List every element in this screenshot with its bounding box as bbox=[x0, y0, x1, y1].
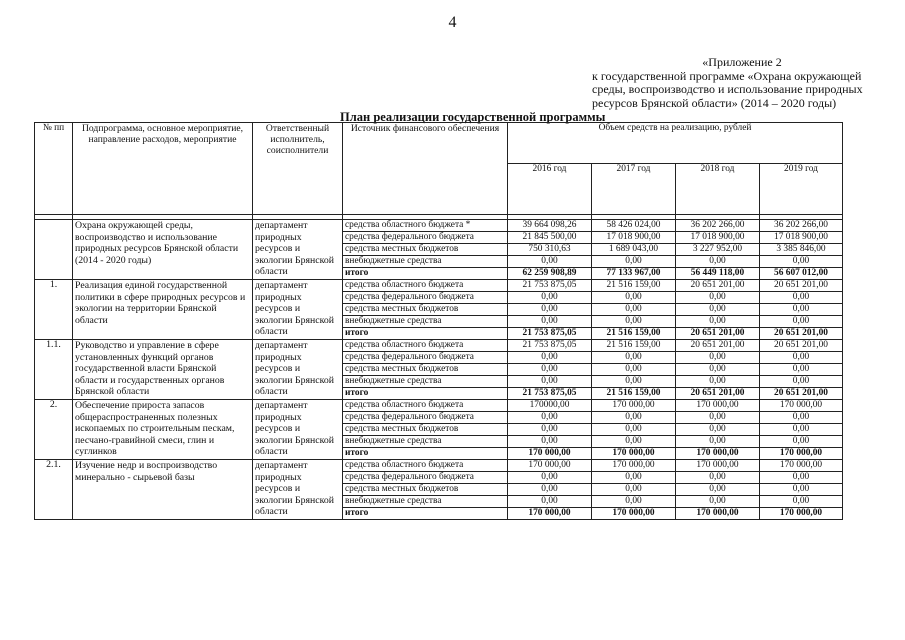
amount-2019: 36 202 266,00 bbox=[760, 220, 843, 232]
amount-2018: 56 449 118,00 bbox=[676, 268, 760, 280]
amount-2016: 750 310,63 bbox=[508, 244, 592, 256]
amount-2017: 0,00 bbox=[592, 412, 676, 424]
amount-2018: 0,00 bbox=[676, 472, 760, 484]
header-num: № пп bbox=[35, 123, 73, 215]
amount-2019: 0,00 bbox=[760, 496, 843, 508]
amount-2018: 170 000,00 bbox=[676, 508, 760, 520]
responsible-executor: департамент природных ресурсов и экологии Брянской области bbox=[253, 220, 343, 280]
amount-2017: 0,00 bbox=[592, 436, 676, 448]
amount-2019: 20 651 201,00 bbox=[760, 280, 843, 292]
amount-2016: 0,00 bbox=[508, 316, 592, 328]
funding-source: средства местных бюджетов bbox=[343, 424, 508, 436]
amount-2017: 21 516 159,00 bbox=[592, 388, 676, 400]
amount-2016: 21 753 875,05 bbox=[508, 340, 592, 352]
amount-2017: 17 018 900,00 bbox=[592, 232, 676, 244]
funding-source: итого bbox=[343, 328, 508, 340]
header-row bbox=[35, 123, 843, 164]
amount-2018: 170 000,00 bbox=[676, 448, 760, 460]
funding-source: средства областного бюджета bbox=[343, 280, 508, 292]
amount-2017: 0,00 bbox=[592, 424, 676, 436]
appendix-header bbox=[592, 56, 892, 110]
amount-2016: 21 753 875,05 bbox=[508, 388, 592, 400]
amount-2016: 0,00 bbox=[508, 496, 592, 508]
header-volume: Объем средств на реализацию, рублей bbox=[508, 123, 843, 164]
page-number: 4 bbox=[448, 14, 457, 31]
funding-source: внебюджетные средства bbox=[343, 256, 508, 268]
amount-2017: 21 516 159,00 bbox=[592, 340, 676, 352]
amount-2019: 0,00 bbox=[760, 484, 843, 496]
amount-2019: 170 000,00 bbox=[760, 400, 843, 412]
activity-name: Обеспечение прироста запасов общераспространенных полезных ископаемых по строительным пескам, песчано-гравийной смеси, глин и суглинков bbox=[73, 400, 253, 460]
funding-source: средства федерального бюджета bbox=[343, 292, 508, 304]
activity-name: Изучение недр и воспроизводство минерально - сырьевой базы bbox=[73, 460, 253, 520]
amount-2016: 0,00 bbox=[508, 484, 592, 496]
amount-2018: 170 000,00 bbox=[676, 400, 760, 412]
amount-2019: 17 018 900,00 bbox=[760, 232, 843, 244]
amount-2016: 0,00 bbox=[508, 304, 592, 316]
amount-2017: 1 689 043,00 bbox=[592, 244, 676, 256]
amount-2016: 21 753 875,05 bbox=[508, 328, 592, 340]
row-number: 1. bbox=[35, 280, 73, 340]
funding-source: средства областного бюджета bbox=[343, 460, 508, 472]
amount-2018: 0,00 bbox=[676, 316, 760, 328]
amount-2018: 20 651 201,00 bbox=[676, 340, 760, 352]
amount-2017: 170 000,00 bbox=[592, 400, 676, 412]
amount-2019: 170 000,00 bbox=[760, 448, 843, 460]
amount-2017: 0,00 bbox=[592, 256, 676, 268]
table-row bbox=[35, 400, 843, 412]
amount-2019: 0,00 bbox=[760, 472, 843, 484]
amount-2017: 0,00 bbox=[592, 364, 676, 376]
amount-2018: 20 651 201,00 bbox=[676, 280, 760, 292]
amount-2016: 0,00 bbox=[508, 292, 592, 304]
header-subprogram: Подпрограмма, основное мероприятие, направление расходов, мероприятие bbox=[73, 123, 253, 215]
amount-2018: 0,00 bbox=[676, 352, 760, 364]
amount-2016: 170000,00 bbox=[508, 400, 592, 412]
row-number: 2.1. bbox=[35, 460, 73, 520]
header-responsible: Ответственный исполнитель, соисполнители bbox=[253, 123, 343, 215]
header-source: Источник финансового обеспечения bbox=[343, 123, 508, 215]
amount-2018: 0,00 bbox=[676, 304, 760, 316]
amount-2019: 0,00 bbox=[760, 424, 843, 436]
amount-2019: 0,00 bbox=[760, 364, 843, 376]
funding-source: внебюджетные средства bbox=[343, 376, 508, 388]
funding-source: итого bbox=[343, 508, 508, 520]
funding-source: средства областного бюджета * bbox=[343, 220, 508, 232]
funding-source: средства местных бюджетов bbox=[343, 244, 508, 256]
funding-source: средства федерального бюджета bbox=[343, 232, 508, 244]
table-row bbox=[35, 340, 843, 352]
amount-2017: 0,00 bbox=[592, 304, 676, 316]
amount-2016: 21 845 500,00 bbox=[508, 232, 592, 244]
funding-source: итого bbox=[343, 268, 508, 280]
amount-2017: 58 426 024,00 bbox=[592, 220, 676, 232]
responsible-executor: департамент природных ресурсов и экологии Брянской области bbox=[253, 400, 343, 460]
amount-2017: 0,00 bbox=[592, 292, 676, 304]
funding-source: средства федерального бюджета bbox=[343, 352, 508, 364]
header-year-2018: 2018 год bbox=[676, 164, 760, 215]
amount-2019: 0,00 bbox=[760, 352, 843, 364]
amount-2016: 0,00 bbox=[508, 352, 592, 364]
activity-name: Реализация единой государственной политики в сфере природных ресурсов и экологии на территории Брянской области bbox=[73, 280, 253, 340]
amount-2017: 0,00 bbox=[592, 484, 676, 496]
amount-2018: 170 000,00 bbox=[676, 460, 760, 472]
table-row bbox=[35, 280, 843, 292]
amount-2016: 21 753 875,05 bbox=[508, 280, 592, 292]
amount-2017: 170 000,00 bbox=[592, 460, 676, 472]
amount-2016: 170 000,00 bbox=[508, 448, 592, 460]
amount-2019: 20 651 201,00 bbox=[760, 328, 843, 340]
document-title: План реализации государственной программы bbox=[340, 110, 606, 124]
amount-2017: 0,00 bbox=[592, 496, 676, 508]
amount-2018: 0,00 bbox=[676, 496, 760, 508]
amount-2018: 0,00 bbox=[676, 436, 760, 448]
amount-2018: 0,00 bbox=[676, 376, 760, 388]
funding-source: средства местных бюджетов bbox=[343, 364, 508, 376]
table-row bbox=[35, 220, 843, 232]
amount-2017: 0,00 bbox=[592, 376, 676, 388]
amount-2017: 77 133 967,00 bbox=[592, 268, 676, 280]
responsible-executor: департамент природных ресурсов и экологии Брянской области bbox=[253, 340, 343, 400]
funding-source: средства областного бюджета bbox=[343, 400, 508, 412]
amount-2018: 20 651 201,00 bbox=[676, 328, 760, 340]
appendix-line-4: ресурсов Брянской области» (2014 – 2020 годы) bbox=[592, 95, 837, 110]
funding-source: внебюджетные средства bbox=[343, 496, 508, 508]
amount-2016: 0,00 bbox=[508, 424, 592, 436]
amount-2018: 17 018 900,00 bbox=[676, 232, 760, 244]
row-number: 2. bbox=[35, 400, 73, 460]
amount-2018: 3 227 952,00 bbox=[676, 244, 760, 256]
amount-2019: 20 651 201,00 bbox=[760, 340, 843, 352]
activity-name: Охрана окружающей среды, воспроизводство и использование природных ресурсов Брянской области (2014 - 2020 годы) bbox=[73, 220, 253, 280]
amount-2019: 56 607 012,00 bbox=[760, 268, 843, 280]
amount-2018: 0,00 bbox=[676, 364, 760, 376]
funding-source: средства федерального бюджета bbox=[343, 412, 508, 424]
amount-2019: 20 651 201,00 bbox=[760, 388, 843, 400]
amount-2016: 0,00 bbox=[508, 376, 592, 388]
amount-2019: 0,00 bbox=[760, 316, 843, 328]
funding-source: итого bbox=[343, 448, 508, 460]
header-year-2016: 2016 год bbox=[508, 164, 592, 215]
amount-2017: 170 000,00 bbox=[592, 508, 676, 520]
amount-2017: 0,00 bbox=[592, 472, 676, 484]
plan-table bbox=[34, 122, 843, 520]
appendix-line-1: «Приложение 2 bbox=[702, 55, 782, 69]
amount-2018: 0,00 bbox=[676, 412, 760, 424]
amount-2016: 0,00 bbox=[508, 364, 592, 376]
amount-2016: 0,00 bbox=[508, 256, 592, 268]
amount-2016: 0,00 bbox=[508, 412, 592, 424]
table-row bbox=[35, 460, 843, 472]
funding-source: итого bbox=[343, 388, 508, 400]
amount-2016: 62 259 908,89 bbox=[508, 268, 592, 280]
amount-2018: 0,00 bbox=[676, 256, 760, 268]
header-year-2017: 2017 год bbox=[592, 164, 676, 215]
row-number bbox=[35, 220, 73, 280]
header-year-2019: 2019 год bbox=[760, 164, 843, 215]
amount-2016: 170 000,00 bbox=[508, 460, 592, 472]
amount-2018: 0,00 bbox=[676, 292, 760, 304]
amount-2019: 3 385 846,00 bbox=[760, 244, 843, 256]
amount-2017: 21 516 159,00 bbox=[592, 328, 676, 340]
amount-2017: 0,00 bbox=[592, 316, 676, 328]
amount-2017: 0,00 bbox=[592, 352, 676, 364]
amount-2016: 170 000,00 bbox=[508, 508, 592, 520]
amount-2017: 21 516 159,00 bbox=[592, 280, 676, 292]
funding-source: внебюджетные средства bbox=[343, 316, 508, 328]
amount-2017: 170 000,00 bbox=[592, 448, 676, 460]
amount-2019: 170 000,00 bbox=[760, 508, 843, 520]
appendix-line-3: среды, воспроизводство и использование природных bbox=[592, 82, 863, 96]
responsible-executor: департамент природных ресурсов и экологии Брянской области bbox=[253, 280, 343, 340]
row-number: 1.1. bbox=[35, 340, 73, 400]
amount-2016: 0,00 bbox=[508, 436, 592, 448]
funding-source: средства местных бюджетов bbox=[343, 304, 508, 316]
funding-source: средства местных бюджетов bbox=[343, 484, 508, 496]
amount-2016: 39 664 098,26 bbox=[508, 220, 592, 232]
funding-source: средства федерального бюджета bbox=[343, 472, 508, 484]
amount-2019: 0,00 bbox=[760, 436, 843, 448]
amount-2019: 0,00 bbox=[760, 256, 843, 268]
amount-2019: 0,00 bbox=[760, 304, 843, 316]
funding-source: внебюджетные средства bbox=[343, 436, 508, 448]
amount-2018: 20 651 201,00 bbox=[676, 388, 760, 400]
amount-2018: 0,00 bbox=[676, 424, 760, 436]
appendix-line-2: к государственной программе «Охрана окружающей bbox=[592, 68, 862, 83]
amount-2019: 170 000,00 bbox=[760, 460, 843, 472]
responsible-executor: департамент природных ресурсов и экологии Брянской области bbox=[253, 460, 343, 520]
amount-2019: 0,00 bbox=[760, 376, 843, 388]
amount-2019: 0,00 bbox=[760, 412, 843, 424]
activity-name: Руководство и управление в сфере установленных функций органов государственной власти Брянской области и государственных органов Брянской области bbox=[73, 340, 253, 400]
amount-2019: 0,00 bbox=[760, 292, 843, 304]
amount-2018: 36 202 266,00 bbox=[676, 220, 760, 232]
amount-2016: 0,00 bbox=[508, 472, 592, 484]
amount-2018: 0,00 bbox=[676, 484, 760, 496]
funding-source: средства областного бюджета bbox=[343, 340, 508, 352]
